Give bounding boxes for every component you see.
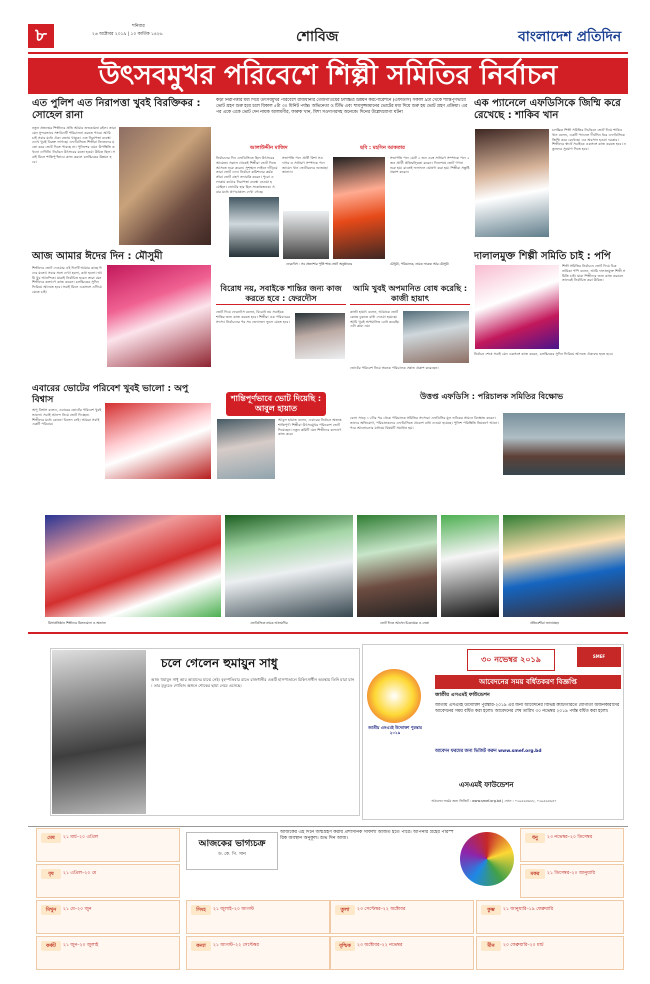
story-body-kazi: কাজী হায়াৎ বলেন, আমাকে ভোটকেন্দ্রে ঢুকতে বাধা দেওয়া হয়েছে। আমি খুবই অপমানিত বোধ করেছি। এটা কাম্য নয়। bbox=[350, 310, 400, 329]
section-divider-2 bbox=[28, 826, 628, 827]
horoscope-item-2 bbox=[36, 864, 180, 898]
horoscope-title-box bbox=[186, 832, 278, 870]
story-head-apu: এবারের ভোটের পরিবেশ খুবই ভালো : অপু বিশ্বাস bbox=[32, 384, 189, 405]
photo-abul bbox=[216, 418, 276, 480]
ad-org-logo: SMEF bbox=[577, 647, 621, 667]
horoscope-sign: মীন bbox=[481, 941, 501, 951]
lead-byline: আলাউদ্দীন মাজিদ bbox=[250, 145, 288, 151]
story-body-ferdous: ভোট দিয়ে ফেরদৌস বলেন, বিরোধ নয় সবাইকে শান্তির জন্য কাজ করতে হবে। শিল্পীরা এক পরিবারের সদস্য। নির্বাচনের পর সব ভেদাভেদ ভুলে যেতে হবে। bbox=[216, 310, 290, 324]
horoscope-date: ২১ আগস্ট–২২ সেপ্টেম্বর bbox=[213, 943, 259, 948]
lead-body-col3: সভাপতি পদে মোট ২ জন এবং সাধারণ সম্পাদক পদে ২ জন প্রার্থী প্রতিদ্বন্দ্বিতা করেন। দিনশেষে ভোট গণনা শুরু হয়। রাতেই ফলাফল ঘোষণা করা হয়। শিল্পীরা সন্তুষ্টি প্রকাশ করেন। bbox=[390, 156, 470, 175]
photo-strip-3 bbox=[356, 514, 438, 618]
lead-body-col2: সভাপতি পদে প্রার্থী মিশা সওদাগর ও সাধারণ সম্পাদক পদে জায়েদ খান ভোটারদের শুভেচ্ছা জানান। bbox=[282, 156, 328, 175]
horoscope-sign: তুলা bbox=[335, 905, 355, 915]
horoscope-sign: কুম্ভ bbox=[481, 905, 501, 915]
horoscope-text bbox=[335, 917, 471, 933]
strip-caption-4: প্রতিবেশীরা জানাচ্ছেন bbox=[530, 621, 559, 625]
horoscope-text bbox=[525, 881, 621, 897]
horoscope-text bbox=[481, 917, 621, 933]
masthead-rule bbox=[28, 52, 628, 54]
story-body-kazi-2: ভোটের পরিবেশ নিয়ে অনেক পরিচালক ক্ষোভ প্রকাশ করেছেন। bbox=[350, 366, 439, 370]
horoscope-text bbox=[525, 845, 621, 861]
ad-body: জাতীয় এসএমই উদ্যোক্তা পুরস্কার-২০১৯ এর জন্য আবেদনের বিভিন্ন ক্যাটাগরিতে যোগ্যতা অর্জনকারীদের আবেদনের সময় বর্ধিত করা হলো। আবেদনের শেষ তারিখ ৩০ নভেম্বর ২০১৯ পর্যন্ত বর্ধিত করা হলো। bbox=[435, 703, 620, 714]
masthead bbox=[28, 22, 628, 52]
story-body-sohel-rana: নতুন প্রজন্মের শিল্পীদের প্রতি আমার শুভকামনা রইল। তারা যেন সুন্দরভাবে সংগঠনটি পরিচালনা করতে পারে। আমি চাই সবার মধ্যে ঐক্য বজায় থাকুক। এত নিরাপত্তা ব্যবস্থা দেখে খুবই বিরক্ত লাগছে। এফডিসিতে শিল্পীরা নিজেদের মতো করে ভোট দিতে পারছে না। পুলিশের এমন উপস্থিতি কখনো দেখিনি। নির্বাচন উৎসবের মতো হওয়া উচিত ছিল। সবাই মিলে শান্তিপূর্ণভাবে কাজ করলে চলচ্চিত্রের উন্নয়ন হবে। bbox=[32, 126, 116, 164]
story-head-mousumi: আজ আমার ঈদের দিন : মৌসুমী bbox=[32, 251, 163, 262]
horoscope-item-8 bbox=[330, 936, 474, 970]
photo-strip-2 bbox=[224, 514, 354, 618]
story-head-uttara: উত্তপ্ত এফডিসি : পরিচালক সমিতির বিক্ষোভ bbox=[420, 392, 564, 401]
strip-caption-1: মিসাপ্রতিষ্ঠান শিল্পীদের মিলনমেলা ও অন্যান্য bbox=[48, 621, 106, 625]
horoscope-item-9 bbox=[520, 828, 624, 862]
story-body-papi-2: নির্বাচন শেষে সবাই যেন একসঙ্গে কাজ করেন, চলচ্চিত্রের সুদিন ফিরিয়ে আনতে ঐক্যবদ্ধ হতে হবে। bbox=[474, 352, 614, 356]
horoscope-text bbox=[481, 953, 621, 969]
story-head-ferdous: বিরোধ নয়, সবাইকে শান্তির জন্য কাজ করতে হবে : ফেরদৌস bbox=[216, 284, 346, 305]
horoscope-sign: সিংহ bbox=[191, 905, 211, 915]
lead-body-col1: নির্বাচনের দিন এফডিসিতে ছিল উৎসবের আমেজ। সকাল থেকেই শিল্পীরা ভোট দিতে আসতে শুরু করেন। সুশৃঙ্খল লাইনে দাঁড়িয়ে তারা ভোট দেন। নির্বাচন কমিশনের কর্মকর্তারা ভোট গ্রহণ তদারকি করেন। পুরো এলাকায় কঠোর নিরাপত্তা ব্যবস্থা নেওয়া হয়েছিল। ভোটের হার ছিল সন্তোষজনক। সবার মধ্যে প্রাণচাঞ্চল্য দেখা গেছে। bbox=[216, 156, 278, 194]
zodiac-wheel bbox=[460, 832, 514, 886]
horoscope-date: ২১ এপ্রিল–২০ মে bbox=[63, 871, 97, 876]
ad-award-logo bbox=[367, 669, 421, 723]
horoscope-date: ২১ ডিসেম্বর–২০ জানুয়ারি bbox=[547, 871, 596, 876]
horoscope-date: ২১ জুন–২০ জুলাই bbox=[63, 943, 99, 948]
horoscope-date: ২১ জানুয়ারি–১৯ ফেব্রুয়ারি bbox=[503, 907, 554, 912]
photo-mousumi bbox=[106, 264, 212, 368]
page-day: শনিবার bbox=[132, 24, 145, 29]
horoscope-sign: মকর bbox=[525, 869, 545, 879]
horoscope-item-12 bbox=[476, 936, 624, 970]
story-body-apu: অপু বিশ্বাস বলেন, এবারের ভোটের পরিবেশ খুবই ভালো। সবাই আনন্দ নিয়ে ভোট দিচ্ছেন। শিল্পীদের মধ্যে কোনো বিভেদ নেই। আমরা সবাই একটি পরিবার। bbox=[32, 408, 102, 427]
photo-apu bbox=[104, 402, 212, 480]
horoscope-date: ২৩ নভেম্বর–২০ ডিসেম্বর bbox=[547, 835, 593, 840]
horoscope-sign: কর্কট bbox=[41, 941, 61, 951]
horoscope-sign: কন্যা bbox=[191, 941, 211, 951]
strip-caption-2: এফডিসিতে নায়ক আলমগীর bbox=[250, 621, 288, 625]
photo-kazi bbox=[402, 310, 470, 364]
story-head-sohel-rana: এত পুলিশ এত নিরাপত্তা খুবই বিরক্তিকর : সোহেল রানা bbox=[32, 98, 201, 121]
story-body-mousumi: শিল্পীদের ভোট দেওয়ার এই দিনটি আমার কাছে ঈদের মতো। সবার সঙ্গে দেখা হলো, কথা হলো। আমি খুব আনন্দিত। যারাই নির্বাচিত হবেন তারা যেন শিল্পীদের কল্যাণে কাজ করেন। চলচ্চিত্রের সুদিন ফিরিয়ে আনতে হবে। সবাই মিলে একসঙ্গে এগিয়ে যেতে চাই। bbox=[32, 266, 102, 294]
horoscope-text bbox=[191, 953, 327, 969]
section-name: শোবিজ bbox=[296, 29, 339, 45]
ad-badge: ৩০ নভেম্বর ২০১৯ bbox=[467, 649, 555, 671]
obit-box bbox=[50, 648, 360, 816]
story-body-abul: আবুল হায়াত বলেন, এবারের নির্বাচন অত্যন্ত শান্তিপূর্ণ। শিল্পীরা উৎসবমুখর পরিবেশে ভোট দিয়েছেন। নতুন কমিটি যেন শিল্পীদের কল্যাণে কাজ করে। bbox=[278, 418, 342, 437]
horoscope-item-5 bbox=[186, 900, 330, 934]
page-date: ২৬ অক্টোবর ২০১৯ | ১০ কার্তিক ১৪২৬ bbox=[92, 32, 163, 37]
horoscope-item-1 bbox=[36, 828, 180, 862]
horoscope-text bbox=[41, 917, 177, 933]
story-body-uttara: বেলা সাড়ে ১১টার পর থেকে পরিচালক সমিতির সদস্যরা এফডিসির মূল ফটকের সামনে বিক্ষোভ করেন। তাদের অভিযোগ, পরিচালকদের এফডিসিতে প্রবেশে বাধা দেওয়া হয়েছে। পুলিশ পরিস্থিতি নিয়ন্ত্রণে আনে। পরে আলোচনার মাধ্যমে বিষয়টি সমাধান হয়। bbox=[350, 416, 499, 430]
obit-text: আজ হুমায়ুন সাধু আর আমাদের মাঝে নেই। বৃহস্পতিবার রাতে রাজধানীর একটি হাসপাতালে চিকিৎসাধীন অবস্থায় তিনি মারা যান। তার মৃত্যুতে শোবিজ অঙ্গনে শোকের ছায়া নেমে এসেছে। bbox=[151, 677, 355, 688]
story-body-shakib: চলচ্চিত্র শিল্পী সমিতির নির্বাচনে ভোট দিয়ে শাকিব খান বলেন, একটি প্যানেল দীর্ঘদিন ধরে এফডিসিকে জিম্মি করে রেখেছে। এর অবসান হওয়া দরকার। শিল্পীদের স্বার্থে সবাইকে একসঙ্গে কাজ করতে হবে। নতুনদের সুযোগ দিতে হবে। bbox=[552, 128, 626, 152]
horoscope-intro: আজকের এই দিনে জন্মগ্রহণ করায় প্রশাসনিক সাফল্য অর্জিত হতে পারে। আপনার গ্রহের পারস্পরিক অবস্থান অনুকূল। শুভ দিন আজ। bbox=[280, 830, 454, 841]
lead-photo-credit: ছবি : মহসিন আকতার bbox=[360, 145, 405, 151]
ad-link[interactable]: আবেদন ফরমের জন্য ভিজিট করুন www.smef.org.bd bbox=[435, 749, 542, 754]
photo-strip-4 bbox=[440, 514, 500, 618]
page-number: ৮ bbox=[28, 24, 54, 48]
horoscope-date: ২১ মে–২০ জুন bbox=[63, 907, 92, 912]
photo-lead-1 bbox=[228, 196, 280, 258]
horoscope-text bbox=[191, 917, 327, 933]
horoscope-item-10 bbox=[520, 864, 624, 898]
ad-org: জাতীয় এসএমই ফাউন্ডেশন bbox=[435, 692, 490, 698]
newspaper-logo: বাংলাদেশ প্রতিদিন bbox=[518, 29, 622, 45]
horoscope-date: ২১ জুলাই–২০ আগস্ট bbox=[213, 907, 254, 912]
obit-title: চলে গেলেন হুমায়ুন সাধু bbox=[161, 656, 278, 670]
strip-caption-3: ভোট দিতে আসেন চিত্রনায়ক ও নেতা bbox=[380, 621, 430, 625]
photo-lead-3 bbox=[332, 156, 386, 260]
horoscope-date: ২৩ সেপ্টেম্বর–২২ অক্টোবর bbox=[357, 907, 406, 912]
ad-award-text: জাতীয় এসএমই উদ্যোক্তা পুরস্কার ২০১৯ bbox=[368, 725, 422, 735]
horoscope-date: ২৩ অক্টোবর–২২ নভেম্বর bbox=[357, 943, 403, 948]
photo-lead-2 bbox=[282, 210, 330, 260]
ad-footer: এসএমই ফাউন্ডেশন bbox=[459, 781, 514, 789]
ad-address: আবেদন ফর্মের জন্য ভিজিট : www.smef.org.bd | ফোন : ০২৯৫৬৪৬৮৮, ০২৯৫৬৪৬৪৭ bbox=[431, 799, 557, 803]
horoscope-item-3 bbox=[36, 900, 180, 934]
photo-strip-1 bbox=[44, 514, 222, 618]
horoscope-item-7 bbox=[330, 900, 474, 934]
horoscope-text bbox=[41, 881, 177, 897]
photo-ferdous bbox=[294, 312, 346, 360]
story-head-abul: শান্তিপূর্ণভাবে ভোট দিয়েছি : আবুল হায়াত bbox=[226, 392, 326, 416]
ad-box bbox=[362, 644, 624, 820]
horoscope-item-4 bbox=[36, 936, 180, 970]
horoscope-item-11 bbox=[476, 900, 624, 934]
horoscope-sign: বৃশ্চিক bbox=[335, 941, 355, 951]
story-head-shakib: এক প্যানেলে এফডিসিকে জিম্মি করে রেখেছে : শাকিব খান bbox=[474, 98, 621, 121]
photo-papi bbox=[474, 264, 560, 350]
photo-strip-5 bbox=[502, 514, 626, 618]
horoscope-author: ড. কে. পি. সান bbox=[218, 852, 246, 857]
horoscope-text bbox=[335, 953, 471, 969]
horoscope-text bbox=[41, 845, 177, 861]
horoscope-sign: মিথুন bbox=[41, 905, 61, 915]
horoscope-sign: মেষ bbox=[41, 833, 61, 843]
photo-sohel-rana bbox=[118, 126, 212, 246]
story-head-papi: দালালমুক্ত শিল্পী সমিতি চাই : পপি bbox=[474, 251, 611, 262]
horoscope-title: আজকের ভাগ্যচক্র bbox=[198, 839, 266, 849]
section-divider bbox=[28, 632, 628, 634]
photo-shakib bbox=[474, 128, 550, 238]
photo-uttara bbox=[502, 412, 626, 476]
main-headline: উৎসবমুখর পরিবেশে শিল্পী সমিতির নির্বাচন bbox=[28, 58, 628, 94]
horoscope-date: ২০ ফেব্রুয়ারি–২০ মার্চ bbox=[503, 943, 544, 948]
horoscope-item-6 bbox=[186, 936, 330, 970]
obit-photo bbox=[51, 649, 147, 815]
horoscope-date: ২১ মার্চ–২০ এপ্রিল bbox=[63, 835, 99, 840]
story-head-kazi: আমি খুবই অপমানিত বোধ করেছি : কাজী হায়াৎ bbox=[350, 284, 470, 305]
ad-strip: আবেদনের সময় বর্ধিতকরণ বিজ্ঞপ্তি bbox=[435, 675, 621, 689]
horoscope-sign: ধনু bbox=[525, 833, 545, 843]
horoscope-text bbox=[41, 953, 177, 969]
photo-caption-1: ফেরদৌস : সব প্রত্যাশার পূর্তি শান্ত ভোট অনুষ্ঠানের bbox=[286, 262, 353, 266]
horoscope-sign: বৃষ bbox=[41, 869, 61, 879]
lead-intro: কড়া নিরাপত্তার মধ্য দিয়ে উৎসবমুখর পরিবেশে রাজধানীর তেজগাঁওয়ের চলচ্চিত্র উন্নয়ন করপোরেশনে (এফডিসি) সকাল ৯টা থেকে শান্তিপূর্ণভাবে ভোট গ্রহণ শুরু হয়ে চলে বিকাল ৫টা ৩০ মিনিট পর্যন্ত। অভিনেতা ও টিভি এবং শামসুজ্জামানের ভোটের মধ্য দিয়ে শুরু হয় ভোট গ্রহণ প্রক্রিয়া। এরপর একে একে ভোট দেন নায়ক আলমগীর, ফারুক খান, মিশা সওদাগরসহ অনেকে। দিনের উল্লেখযোগ্য ঘটনা bbox=[216, 98, 468, 115]
photo-caption-2: চৌধুরী, পরিচালক, নায়ক ফারুক আর মৌসুমী bbox=[390, 262, 449, 266]
story-body-papi: শিল্পী সমিতির নির্বাচনে ভোট দিয়ে চিত্রনায়িকা পপি বলেন, আমি দালালমুক্ত শিল্পী সমিতি চাই। যারা শিল্পীদের জন্য কাজ করবেন তাদেরই নির্বাচিত করা উচিত। bbox=[562, 264, 626, 283]
